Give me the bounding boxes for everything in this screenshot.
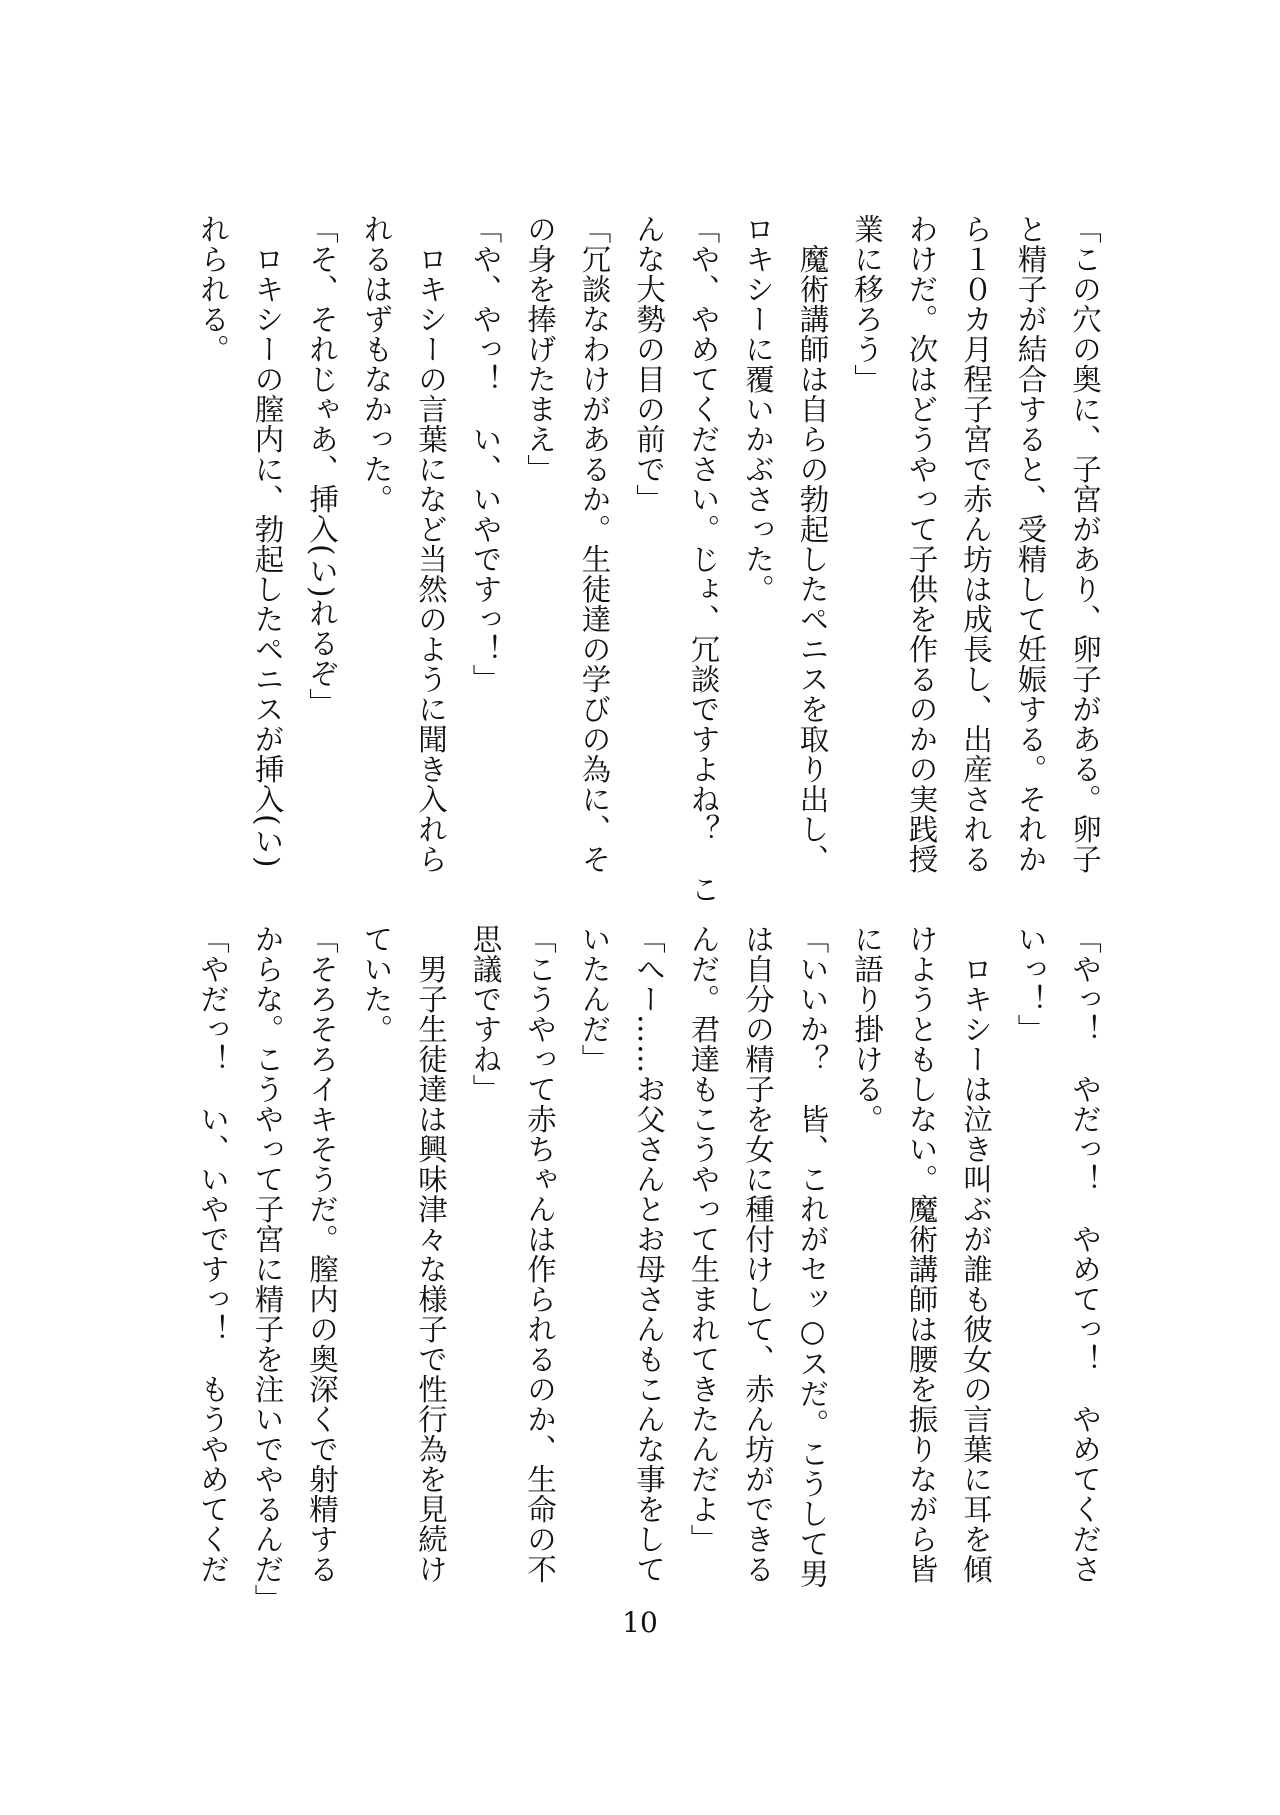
- text-line: 思議ですね」: [468, 924, 503, 1104]
- text-line: んな大勢の目の前で」: [632, 214, 666, 514]
- text-line: ロキシーの言葉になど当然のように聞き入れら: [414, 214, 448, 874]
- text-line: ロキシーは泣き叫ぶが誰も彼女の言葉に耳を傾: [959, 924, 993, 1584]
- text-line: 「やっ！ やだっ！ やめてっ！ やめてくださ: [1068, 924, 1102, 1584]
- text-line: 「こうやって赤ちゃんは作られるのか、生命の不: [523, 924, 557, 1584]
- text-line: 男子生徒達は興味津々な様子で性行為を見続け: [414, 924, 448, 1584]
- text-line: ていた。: [359, 924, 394, 1044]
- text-line: の身を捧げたまえ」: [523, 214, 557, 484]
- text-line: 魔術講師は自らの勃起したペニスを取り出し、: [795, 214, 830, 874]
- text-line: いたんだ」: [577, 924, 612, 1074]
- text-line: 「そろそろイキそうだ。膣内の奥深くで射精する: [305, 924, 339, 1584]
- text-line: に語り掛ける。: [850, 924, 884, 1134]
- lower-text-block: [182, 924, 1112, 1614]
- upper-text-block: [182, 214, 1112, 904]
- text-line: んだ。君達もこうやって生まれてきたんだよ」: [686, 924, 721, 1554]
- page-number: 10: [622, 1606, 658, 1639]
- text-line: からな。こうやって子宮に精子を注いでやるんだ」: [250, 924, 285, 1614]
- text-line: れるはずもなかった。: [359, 214, 394, 514]
- text-line: 「この穴の奥に、子宮があり、卵子がある。卵子: [1068, 214, 1102, 874]
- text-line: 業に移ろう」: [850, 214, 884, 394]
- text-line: わけだ。次はどうやって子供を作るのかの実践授: [904, 214, 939, 874]
- text-line: ら１０カ月程子宮で赤ん坊は成長し、出産される: [959, 214, 993, 874]
- text-line: ロキシーの膣内に、勃起したペニスが挿入(い): [250, 214, 285, 869]
- text-line: 「や、やめてください。じょ、冗談ですよね？ こ: [686, 214, 721, 904]
- text-line: 「冗談なわけがあるか。生徒達の学びの為に、そ: [577, 214, 612, 874]
- text-line: 「そ、それじゃあ、挿入(い)れるぞ」: [305, 214, 339, 719]
- text-line: と精子が結合すると、受精して妊娠する。それか: [1013, 214, 1048, 874]
- text-line: ロキシーに覆いかぶさった。: [741, 214, 775, 604]
- text-line: いっ！」: [1013, 924, 1048, 1044]
- text-line: 「やだっ！ い、いやですっ！ もうやめてくだ: [196, 924, 230, 1584]
- text-line: 「いいか？ 皆、これがセッ○スだ。こうして男: [795, 924, 830, 1589]
- text-line: 「や、やっ！ い、いやですっ！」: [468, 214, 503, 694]
- text-line: れられる。: [196, 214, 230, 364]
- text-line: は自分の精子を女に種付けして、赤ん坊ができる: [741, 924, 775, 1584]
- text-line: けようともしない。魔術講師は腰を振りながら皆: [904, 924, 939, 1584]
- text-line: 「へー……お父さんとお母さんもこんな事をして: [632, 924, 666, 1584]
